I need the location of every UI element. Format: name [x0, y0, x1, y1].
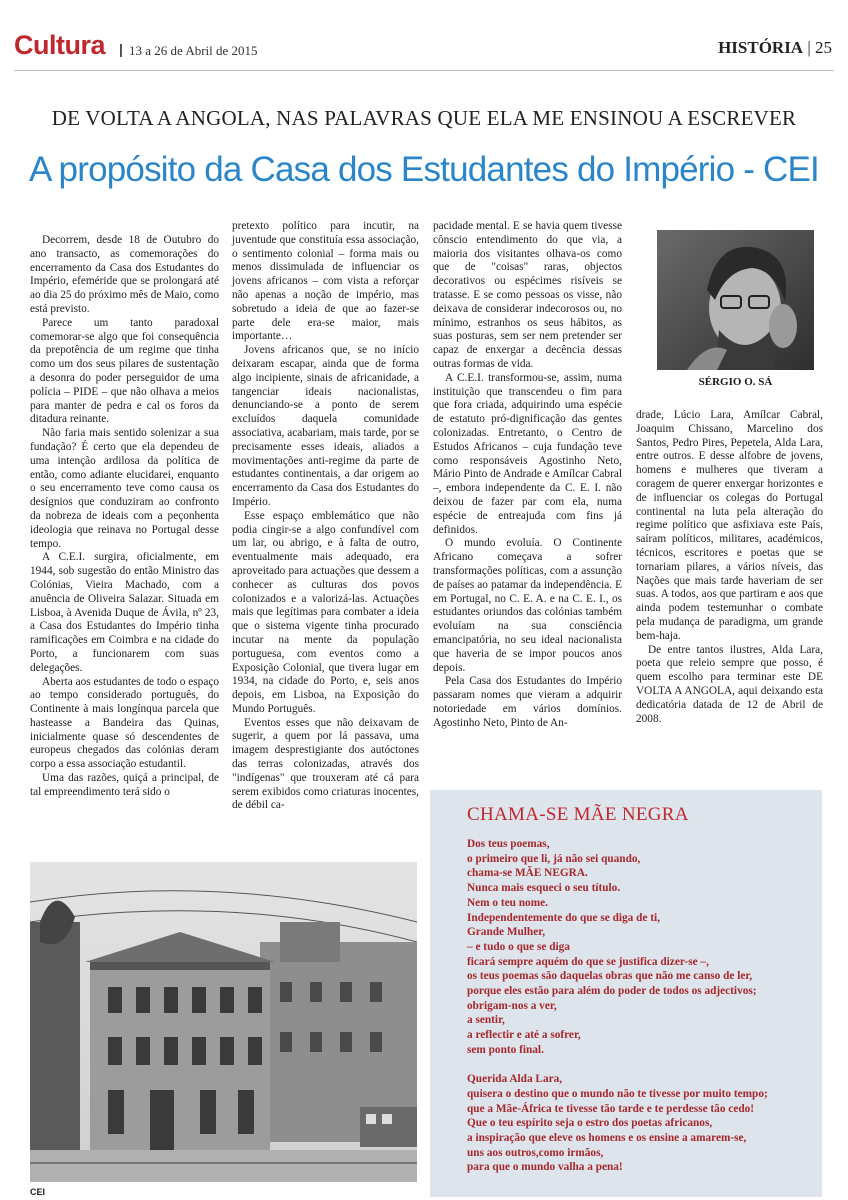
paragraph: Não faria mais sentido solenizar a sua fundação? É certo que ela dependeu de uma intenção ardilosa da política de então, como adiante elucidarei, enquanto o seu encerramento teve como causa os desígnios que conduziram ao confronto da nobreza de ideais com a peçonhenta ideologia que reinava no Portugal desse tempo. [30, 427, 219, 550]
article-title: A propósito da Casa dos Estudantes do Império - CEI [29, 150, 819, 189]
paragraph: Eventos esses que não deixavam de sugerir, a quem por lá passava, uma imagem desprestigiante dos autóctones das terras colonizadas, através dos "indígenas" que trouxeram até cá para serem exibidos como criaturas inocentes, de débil ca- [232, 716, 419, 812]
header-rule [14, 70, 834, 71]
poem-line: para que o mundo valha a pena! [467, 1161, 623, 1174]
header-separator: | [119, 41, 123, 57]
poem-line: sem ponto final. [467, 1043, 544, 1056]
section-name: Cultura [14, 30, 105, 60]
photo-credit: CEI [30, 1187, 46, 1197]
poem-title: CHAMA-SE MÃE NEGRA [467, 804, 689, 825]
paragraph: O mundo evoluía. O Continente Africano começava a sofrer transformações políticas, com a assunção de países ao patamar da independência. E em Portugal, no C. E. A. e na C. E. I., os estudantes oriundos das colónias também evoluíam na sua consciência emancipatória, no seu ideal nacionalista que haveria de se impor poucos anos depois. [433, 537, 622, 674]
poem-line: os teus poemas são daquelas obras que não me canso de ler, [467, 970, 753, 983]
poem-line: chama-se MÃE NEGRA. [467, 867, 588, 880]
poem-line: – e tudo o que se diga [467, 940, 570, 953]
poem-text [467, 837, 817, 1175]
article-column-1 [30, 234, 219, 800]
poem-line: Nunca mais esqueci o seu título. [467, 882, 621, 895]
paragraph: Jovens africanos que, se no início deixaram escapar, ainda que de forma algo incipiente, sinais de africanidade, a tangenciar ideais nacionalistas, denunciando-se a ponto de serem excluídos daquela comunidade associativa, acabariam, mais tarde, por se precisamente esses ideais, aliados a movimentações anti-regime da parte de estudantes continentais, a dar origem ao encerramento da Casa dos Estudantes do Império. [232, 344, 419, 508]
article-column-3 [433, 220, 622, 730]
paragraph: pretexto político para incutir, na juventude que constituía essa associação, o sentimento colonial – forma mais ou menos dissimulada de influenciar os jovens africanos – com vista a reforçar não apenas a noção de império, mas sobretudo a ideia de que ao fazer-se parte dele era-se maior, mais importante… [232, 220, 419, 343]
article-kicker: DE VOLTA A ANGOLA, NAS PALAVRAS QUE ELA ME ENSINOU A ESCREVER [51, 106, 797, 130]
poem-line: que a Mãe-África te tivesse tão tarde e te perdesse tão cedo! [467, 1102, 755, 1115]
paragraph: Parece um tanto paradoxal comemorar-se algo que foi consequência da prepotência de um regime que tinha como um dos seus pilares de sustentação a desonra do poder perseguidor de uma polícia – PIDE – que não olhava a meios para manter de pedra e cal os foros da ditadura reinante. [30, 316, 219, 426]
paragraph: drade, Lúcio Lara, Amílcar Cabral, Joaquim Chissano, Marcelino dos Santos, Pedro Pires, Pepetela, Alda Lara, entre outros. E desse alfobre de jovens, homens e mulheres que tiveram a coragem de querer enxergar horizontes e de influenciar os colegas do Portugal continental na luta pela alteração do regime político que asfixiava este País, saíram políticos, militares, académicos, técnicos, escritores e poetas que se tornariam pilares, a vários níveis, das Nações que mais tarde haveriam de ser suas. A todos, aos que partiram e aos que ainda podem testemunhar o combate pela mudança de paradigma, um grande bem-haja. [636, 409, 823, 642]
poem-line: Independentemente do que se diga de ti, [467, 911, 661, 924]
page-header [718, 38, 832, 58]
poem-line: Grande Mulher, [467, 926, 546, 939]
poem-line: Que o teu espírito seja o estro dos poetas africanos, [467, 1117, 713, 1130]
poem-line: Nem o teu nome. [467, 896, 548, 909]
paragraph: A C.E.I. transformou-se, assim, numa instituição que transcendeu o fim para que fora criada, adquirindo uma espécie de estatuto pró-dignificação das gentes colonizadas. Entretanto, o Centro de Estudos Africanos – cuja fundação teve como responsáveis Agostinho Neto, Mário Pinto de Andrade e Amílcar Cabral –, embora independente da C. E. I. não deixou de fazer par com ela, numa espécie de entreajuda com fins já definidos. [433, 371, 622, 536]
poem-line: quisera o destino que o mundo não te tivesse por muito tempo; [467, 1087, 768, 1100]
author-caption: SÉRGIO O. SÁ [698, 376, 773, 388]
poem-line: a inspiração que eleve os homens e os ensine a amarem-se, [467, 1132, 747, 1145]
page-number: 25 [815, 38, 832, 57]
page-separator: | [807, 38, 811, 57]
issue-date: 13 a 26 de Abril de 2015 [129, 43, 258, 58]
paragraph: Aberta aos estudantes de todo o espaço ao tempo considerado português, do Continente à mais longínqua parcela que hasteasse a Bandeira das Quinas, inicialmente quase só descendentes de europeus chegados das colónias deram corpo a essa associação estudantil. [30, 675, 219, 771]
article-column-4 [636, 409, 823, 726]
stanza-gap [467, 1058, 817, 1073]
poem-line: porque eles estão para além do poder de todos os adjectivos; [467, 985, 757, 998]
paragraph: Decorrem, desde 18 de Outubro do ano transacto, as comemorações do encerramento da Casa dos Estudantes do Império, efeméride que se prolongará até ao dia 25 do próximo mês de Maio, como está previsto. [30, 234, 219, 315]
paragraph: De entre tantos ilustres, Alda Lara, poeta que releio sempre que posso, é quem escolho para terminar este DE VOLTA A ANGOLA, aqui deixando esta dedicatória datada de 12 de Abril de 2008. [636, 643, 823, 725]
poem-line: Querida Alda Lara, [467, 1073, 563, 1086]
author-photo [657, 230, 814, 370]
article-column-2 [232, 220, 419, 813]
poem-line: Dos teus poemas, [467, 838, 550, 850]
category-label: HISTÓRIA [718, 38, 804, 57]
paragraph: pacidade mental. E se havia quem tivesse cônscio entendimento do que via, a maioria dos visitantes olhava-os como que de "coisas" raras, objectos decorativos ou espécimes risíveis se tratasse. E se como pessoas os visse, não deixava de considerar indecorosos ou, no mínimo, estranhos os seus hábitos, as suas posturas, sem ser nem pretender ser capaz de enxergar a decência dessas outras formas de vida. [433, 220, 622, 370]
paragraph: Esse espaço emblemático que não podia cingir-se a algo confundível com um lar, ou abrigo, e à falta de outro, eventualmente mais adequado, era aproveitado para actuações que dessem a conhecer as culturas dos povos colonizados e a valorizá-las. Actuações mais que legítimas para combater a ideia que o sistema vigente tinha procurado incutar na mente da população portuguesa, com eventos como a Exposição Colonial, que tivera lugar em 1934, na cidade do Porto, e, seis anos depois, em Lisboa, na Exposição do Mundo Português. [232, 509, 419, 715]
poem-line: uns aos outros,como irmãos, [467, 1146, 604, 1159]
paragraph: Pela Casa dos Estudantes do Império passaram nomes que vieram a adquirir notoriedade em vários domínios. Agostinho Neto, Pinto de An- [433, 675, 622, 729]
paragraph: Uma das razões, quiçá a principal, de tal empreendimento terá sido o [30, 772, 219, 798]
poem-line: o primeiro que li, já não sei quando, [467, 852, 641, 865]
paragraph: A C.E.I. surgira, oficialmente, em 1944, sob sugestão do então Ministro das Colónias, Vieira Machado, com a anuência de Oliveira Salazar. Situada em Lisboa, à Avenida Duque de Ávila, nº 23, a Casa dos Estudantes do Império tinha ramificações em Coimbra e na cidade do Porto, a funcionarem com suas delegações. [30, 551, 219, 674]
poem-line: a reflectir e até a sofrer, [467, 1029, 581, 1042]
poem-line: ficará sempre aquém do que se justifica dizer-se –, [467, 955, 709, 968]
poem-line: a sentir, [467, 1014, 505, 1027]
building-photo [30, 862, 417, 1182]
poem-line: obrigam-nos a ver, [467, 999, 557, 1012]
